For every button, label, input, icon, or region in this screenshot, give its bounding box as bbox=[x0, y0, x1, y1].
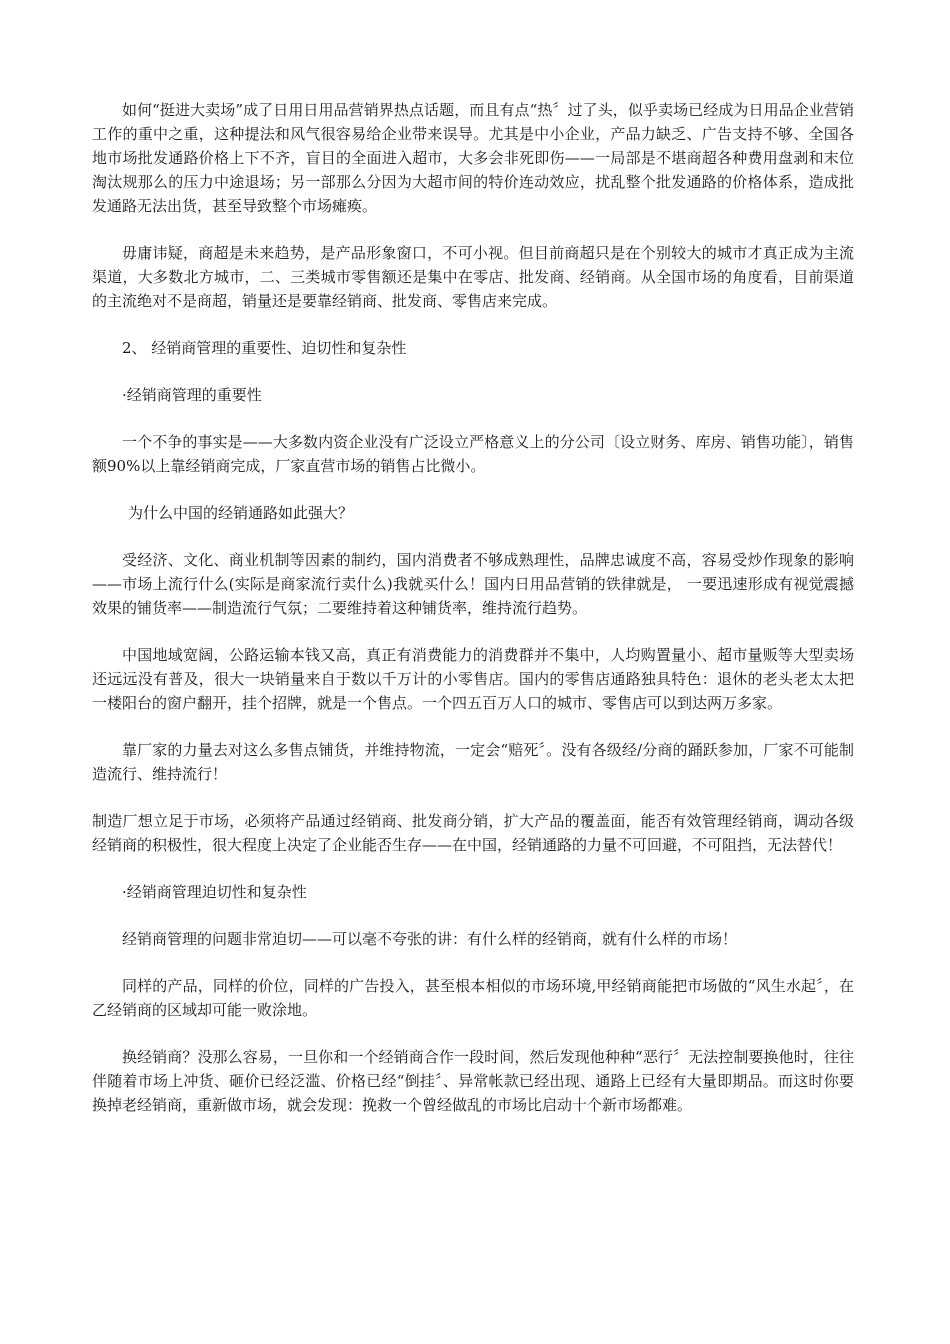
paragraph-change-dealer: 换经销商？没那么容易，一旦你和一个经销商合作一段时间，然后发现他种种“恶行〞无法控制要换他时，往往伴随着市场上冲货、砸价已经泛滥、价格已经“倒挂〞、异常帐款已经出现、通路上已经有大量即期品。而这时你要换掉老经销商，重新做市场，就会发现：挽救一个曾经做乱的市场比启动十个新市场都难。 bbox=[92, 1048, 854, 1114]
document-page bbox=[92, 98, 854, 1140]
subheading-importance: ·经销商管理的重要性 bbox=[122, 386, 262, 404]
paragraph-intro: 如何“挺进大卖场”成了日用日用品营销界热点话题，而且有点“热〞过了头，似乎卖场已经成为日用品企业营销工作的重中之重，这种提法和风气很容易给企业带来误导。尤其是中小企业，产品力缺乏、广告支持不够、全国各地市场批发通路价格上下不齐，盲目的全面进入超市，大多会非死即伤——一局部是不堪商超各种费用盘剥和末位淘汰规那么的压力中途退场；另一部那么分因为大超市间的特价连动效应，扰乱整个批发通路的价格体系，造成批发通路无法出货，甚至导致整个市场瘫痪。 bbox=[92, 101, 854, 215]
paragraph-manufacturer-market: 制造厂想立足于市场，必须将产品通过经销商、批发商分销，扩大产品的覆盖面，能否有效管理经销商，调动各级经销商的积极性，很大程度上决定了企业能否生存——在中国，经销通路的力量不可回避，不可阻挡，无法替代！ bbox=[92, 812, 854, 854]
paragraph-supermarket-trend: 毋庸讳疑，商超是未来趋势，是产品形象窗口，不可小视。但目前商超只是在个别较大的城市才真正成为主流渠道，大多数北方城市，二、三类城市零售额还是集中在零店、批发商、经销商。从全国市场的角度看，目前渠道的主流绝对不是商超，销量还是要靠经销商、批发商、零售店来完成。 bbox=[92, 244, 854, 310]
section-heading-2: 2、 经销商管理的重要性、迫切性和复杂性 bbox=[122, 339, 407, 357]
paragraph-urgency: 经销商管理的问题非常迫切——可以毫不夸张的讲：有什么样的经销商，就有什么样的市场！ bbox=[122, 930, 738, 948]
subheading-urgency: ·经销商管理迫切性和复杂性 bbox=[122, 883, 307, 901]
paragraph-question: 为什么中国的经销通路如此强大？ bbox=[128, 504, 354, 522]
paragraph-fact: 一个不争的事实是——大多数内资企业没有广泛设立严格意义上的分公司〔设立财务、库房、销售功能〕，销售额90%以上靠经销商完成，厂家直营市场的销售占比微小。 bbox=[92, 433, 854, 475]
paragraph-geography: 中国地域宽阔，公路运输本钱又高，真正有消费能力的消费群并不集中，人均购置量小、超市量贩等大型卖场还远远没有普及，很大一块销量来自于数以千万计的小零售店。国内的零售店通路独具特色：退休的老头老太太把一楼阳台的窗户翻开，挂个招牌，就是一个售点。一个四五百万人口的城市、零售店可以到达两万多家。 bbox=[92, 646, 854, 712]
paragraph-manufacturer-force: 靠厂家的力量去对这么多售点铺货，并维持物流，一定会“赔死〞。没有各级经/分商的踊跃参加，厂家不可能制造流行、维持流行！ bbox=[92, 741, 854, 783]
paragraph-consumers: 受经济、文化、商业机制等因素的制约，国内消费者不够成熟理性，品牌忠诚度不高，容易受炒作现象的影响——市场上流行什么(实际是商家流行卖什么)我就买什么！国内日用品营销的铁律就是， 一要迅速形成有视觉震撼效果的铺货率——制造流行气氛；二要维持着这种铺货率，维持流行趋势。 bbox=[92, 551, 854, 617]
paragraph-same-product: 同样的产品，同样的价位，同样的广告投入，甚至根本相似的市场环境,甲经销商能把市场做的“风生水起〞，在乙经销商的区域却可能一败涂地。 bbox=[92, 977, 854, 1019]
